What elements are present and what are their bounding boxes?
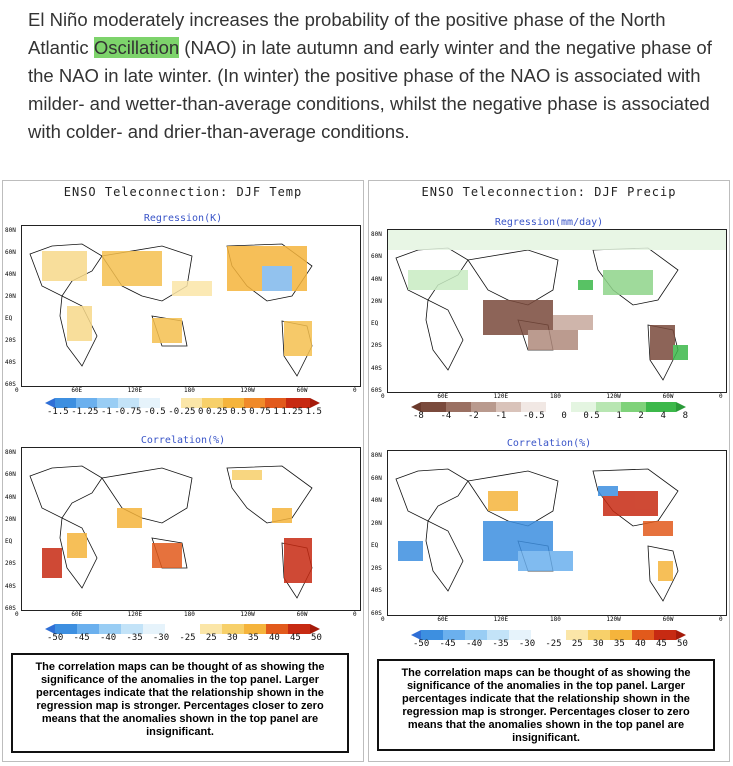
tick: 2 xyxy=(638,411,644,421)
latitude-label: 60N xyxy=(371,474,382,482)
tick: 8 xyxy=(682,411,688,421)
tick: 40 xyxy=(268,633,280,643)
longitude-label: 0 xyxy=(381,393,385,400)
latitude-label: 20N xyxy=(5,293,16,300)
tick: 50 xyxy=(311,633,322,643)
temp-correlation-map xyxy=(21,447,361,611)
correlation-note: The correlation maps can be thought of as showing the significance of the anomalies in the top panel. Larger percentages indicate that the relationship shown in the regression map is stronger. Percentages closer to zero means that the anomalies shown in the top panel are insignificant. xyxy=(11,653,349,753)
tick: 0 xyxy=(197,407,204,417)
temp-regression-map xyxy=(21,225,361,387)
latitude-label: 60N xyxy=(5,471,16,479)
temp-regression-colorbar xyxy=(45,395,320,405)
tick: 45 xyxy=(656,639,667,649)
tick: 0.5 xyxy=(230,407,247,417)
tick: -35 xyxy=(126,633,143,643)
tick: -1.5 xyxy=(47,407,69,417)
longitude-label: 120E xyxy=(493,616,509,623)
tick: 35 xyxy=(247,633,259,643)
latitude-label: EQ xyxy=(5,315,13,322)
latitude-label: 40N xyxy=(5,271,16,278)
latitude-label: 20N xyxy=(371,297,382,305)
latitude-label: 80N xyxy=(371,452,382,459)
longitude-label: 60E xyxy=(71,611,83,618)
tick: 30 xyxy=(592,639,604,649)
longitude-label: 60W xyxy=(296,387,308,394)
tick: 0.75 xyxy=(249,407,271,417)
tick: 1.5 xyxy=(305,407,322,417)
precip-correlation-colorbar xyxy=(411,627,686,637)
longitude-label: 60W xyxy=(296,611,308,618)
temp-panel xyxy=(2,180,364,762)
latitude-label: 60S xyxy=(371,610,382,617)
intro-text-2: (NAO) in late autumn and early winter and the negative phase of the NAO in late winter. (In winter) the positive phase of the NAO is associated with milder- and wetter-than-average conditions, whilst the negative phase is associated with colder- and drier-than-average conditions. xyxy=(28,37,712,142)
tick: -25 xyxy=(179,633,196,643)
precip-correlation-map xyxy=(387,450,727,616)
precip-panel xyxy=(368,180,730,762)
tick: -25 xyxy=(545,639,562,649)
longitude-label: 0 xyxy=(719,616,723,623)
latitude-label: EQ xyxy=(5,538,13,546)
longitude-label: 0 xyxy=(381,616,385,623)
tick: -50 xyxy=(413,639,430,649)
latitude-label: 60S xyxy=(371,387,382,394)
latitude-label: 40S xyxy=(371,587,382,595)
tick: 50 xyxy=(677,639,688,649)
latitude-label: 60N xyxy=(371,253,382,261)
longitude-label: 120W xyxy=(240,387,255,394)
longitude-label: 0 xyxy=(15,387,19,394)
tick: 30 xyxy=(226,633,238,643)
tick: -4 xyxy=(440,411,452,421)
longitude-label: 180 xyxy=(550,393,561,400)
correlation-title: Correlation(%) xyxy=(140,435,226,446)
latitude-label: 20S xyxy=(371,564,382,572)
tick: 4 xyxy=(660,411,666,421)
longitude-label: 60W xyxy=(662,393,674,400)
latitude-label: 80N xyxy=(5,227,16,234)
longitude-label: 0 xyxy=(353,611,357,618)
highlighted-term: Oscillation xyxy=(93,37,180,58)
tick: 25 xyxy=(205,633,217,643)
longitude-label: 60E xyxy=(437,616,449,623)
tick: -35 xyxy=(492,639,509,649)
regression-title: Regression(K) xyxy=(143,213,223,224)
temp-correlation-ticks xyxy=(47,633,322,643)
regression-title: Regression(mm/day) xyxy=(494,217,604,228)
tick: -45 xyxy=(439,639,456,649)
tick: 0.25 xyxy=(205,407,228,417)
precip-correlation-ticks xyxy=(413,639,688,649)
longitude-label: 0 xyxy=(353,387,357,394)
tick: -30 xyxy=(518,639,536,649)
longitude-label: 120W xyxy=(606,616,621,623)
correlation-note: The correlation maps can be thought of as showing the significance of the anomalies in the top panel. Larger percentages indicate that the relationship shown in the regression map is stronger. Percentages closer to zero means that the anomalies shown in the top panel are insignificant. xyxy=(377,659,715,751)
longitude-label: 120E xyxy=(127,611,143,618)
longitude-label: 120E xyxy=(493,393,509,400)
precip-regression-map xyxy=(387,229,727,393)
latitude-label: 40S xyxy=(371,364,382,372)
tick: -0.25 xyxy=(168,407,196,417)
tick: -1.25 xyxy=(71,407,99,417)
latitude-label: EQ xyxy=(371,320,379,328)
tick: 0 xyxy=(561,411,567,421)
temp-correlation-colorbar xyxy=(45,621,320,631)
latitude-label: 80N xyxy=(5,449,16,456)
latitude-label: 40S xyxy=(5,359,16,366)
precip-regression-ticks xyxy=(413,411,688,421)
latitude-label: 20N xyxy=(5,515,16,523)
tick: -1 xyxy=(495,411,507,421)
longitude-label: 0 xyxy=(15,611,19,618)
longitude-label: 0 xyxy=(719,393,723,400)
latitude-label: 20S xyxy=(371,342,382,350)
tick: -45 xyxy=(73,633,90,643)
latitude-label: 20S xyxy=(5,560,16,568)
tick: 25 xyxy=(571,639,583,649)
latitude-label: 60S xyxy=(5,605,16,612)
intro-paragraph xyxy=(28,6,718,146)
tick: 35 xyxy=(613,639,625,649)
latitude-label: 60N xyxy=(5,249,16,256)
tick: -2 xyxy=(468,411,479,421)
tick: -0.5 xyxy=(523,411,545,421)
longitude-label: 180 xyxy=(184,387,195,394)
longitude-label: 120W xyxy=(606,393,621,400)
tick: 40 xyxy=(634,639,646,649)
tick: -30 xyxy=(152,633,170,643)
latitude-label: 20S xyxy=(5,337,16,344)
correlation-title: Correlation(%) xyxy=(506,438,592,449)
tick: 1 xyxy=(273,407,279,417)
panel-title: ENSO Teleconnection: DJF Temp xyxy=(63,185,303,199)
intro-text-1: El Niño moderately increases the probability of the positive phase of the North Atlantic xyxy=(28,9,666,58)
latitude-label: 40S xyxy=(5,582,16,590)
latitude-label: 40N xyxy=(371,275,382,283)
tick: 1 xyxy=(616,411,622,421)
tick: 0.5 xyxy=(583,411,600,421)
panel-title: ENSO Teleconnection: DJF Precip xyxy=(421,185,677,199)
longitude-label: 180 xyxy=(550,616,561,623)
tick: -1 xyxy=(100,407,112,417)
longitude-label: 60E xyxy=(71,387,83,394)
tick: -40 xyxy=(465,639,483,649)
temp-regression-ticks xyxy=(47,407,322,417)
latitude-label: EQ xyxy=(371,542,379,550)
tick: -50 xyxy=(47,633,64,643)
longitude-label: 60E xyxy=(437,393,449,400)
tick: 1.25 xyxy=(281,407,304,417)
latitude-label: 40N xyxy=(371,497,382,505)
tick: -0.75 xyxy=(114,407,142,417)
tick: 45 xyxy=(290,633,301,643)
latitude-label: 80N xyxy=(371,231,382,238)
precip-regression-colorbar xyxy=(411,399,686,409)
tick: -0.5 xyxy=(144,407,166,417)
longitude-label: 120W xyxy=(240,611,255,618)
longitude-label: 120E xyxy=(127,387,143,394)
longitude-label: 60W xyxy=(662,616,674,623)
latitude-label: 20N xyxy=(371,519,382,527)
tick: -8 xyxy=(413,411,424,421)
latitude-label: 60S xyxy=(5,381,16,388)
tick: -40 xyxy=(99,633,117,643)
latitude-label: 40N xyxy=(5,493,16,501)
longitude-label: 180 xyxy=(184,611,195,618)
